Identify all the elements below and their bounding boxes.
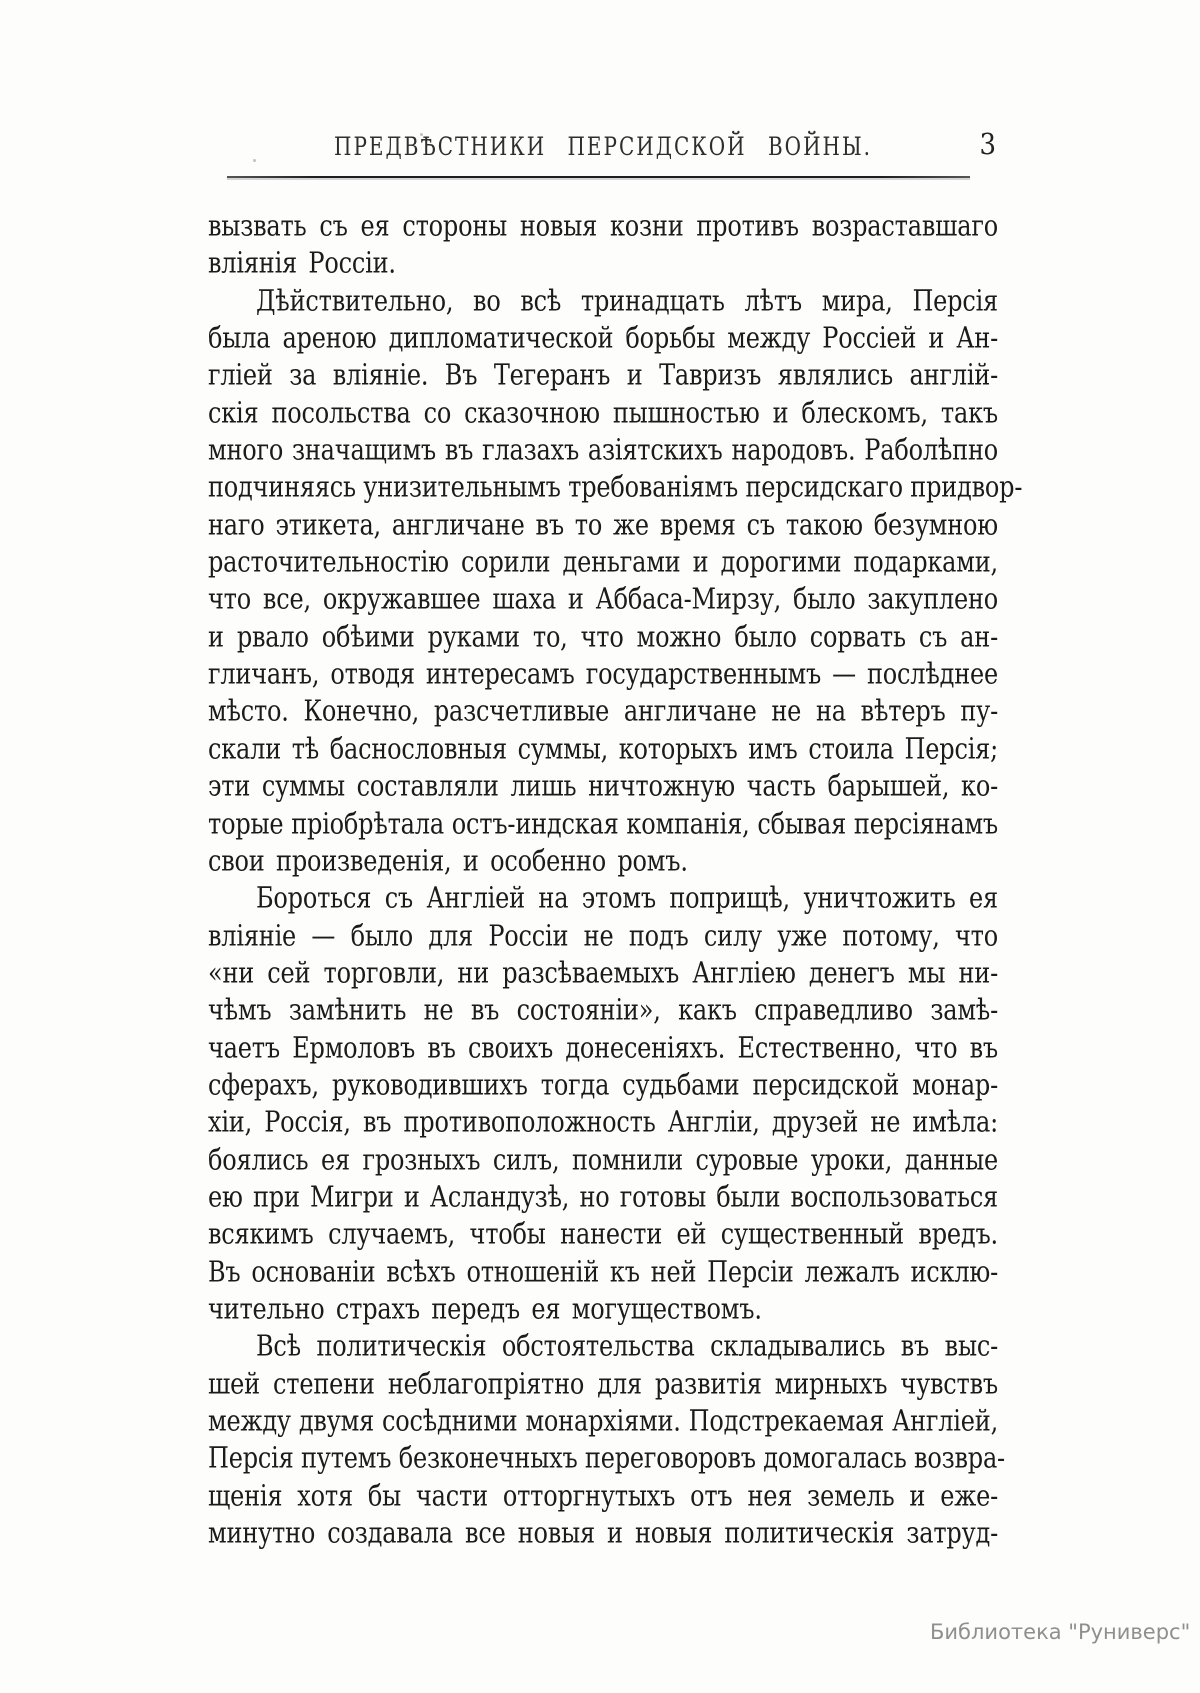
library-watermark: Библиотека "Руниверс" <box>930 1620 1191 1644</box>
text-line: Дѣйствительно, во всѣ тринадцать лѣтъ мира, Персія <box>256 283 998 318</box>
text-line: что все, окружавшее шаха и Аббаса-Мирзу, было закуплено <box>208 582 998 617</box>
text-line: Персія путемъ безконечныхъ переговоровъ домогалась возвра- <box>208 1441 1005 1476</box>
text-line: сферахъ, руководившихъ тогда судьбами персидской монар- <box>208 1067 998 1102</box>
text-line: «ни сей торговли, ни разсѣваемыхъ Англіею денегъ мы ни- <box>208 955 998 990</box>
text-line: мѣсто. Конечно, разсчетливые англичане не на вѣтеръ пу- <box>208 694 998 729</box>
text-line: чѣмъ замѣнить не въ состояніи», какъ справедливо замѣ- <box>208 992 998 1028</box>
body-text <box>208 208 1023 1552</box>
header-rule <box>227 176 970 178</box>
text-line: скія посольства со сказочною пышностью и блескомъ, такъ <box>208 395 998 430</box>
running-title: ПРЕДВѢСТНИКИ ПЕРСИДСКОЙ ВОЙНЫ. <box>334 131 872 161</box>
text-line: свои произведенія, и особенно ромъ. <box>208 843 688 878</box>
text-line: расточительностію сорили деньгами и дорогими подарками, <box>208 544 998 580</box>
text-line: Бороться съ Англіей на этомъ поприщѣ, уничтожить ея <box>256 880 998 916</box>
text-line: вліянія Россіи. <box>208 246 396 281</box>
text-line: много значащимъ въ глазахъ азіятскихъ народовъ. Раболѣпно <box>208 432 998 467</box>
page-number: 3 <box>979 128 996 162</box>
text-line: боялись ея грозныхъ силъ, помнили суровые уроки, данные <box>208 1142 998 1177</box>
text-line: минутно создавала все новыя и новыя политическія затруд- <box>208 1515 998 1550</box>
text-line: Всѣ политическія обстоятельства складывались въ выс- <box>256 1329 998 1364</box>
text-line: хіи, Россія, въ противоположность Англіи, друзей не имѣла: <box>208 1105 998 1140</box>
text-line: Въ основаніи всѣхъ отношеній къ ней Персіи лежалъ исклю- <box>208 1254 998 1289</box>
text-line: вліяніе — было для Россіи не подъ силу уже потому, что <box>208 918 998 953</box>
text-line: гличанъ, отводя интересамъ государственнымъ — послѣднее <box>208 656 998 692</box>
text-line: между двумя сосѣдними монархіями. Подстрекаемая Англіей, <box>208 1403 998 1438</box>
text-line: подчиняясь унизительнымъ требованіямъ персидскаго придвор- <box>208 470 1023 505</box>
text-line: торые пріобрѣтала остъ-индская компанія, сбывая персіянамъ <box>208 806 998 841</box>
text-line: гліей за вліяніе. Въ Тегеранъ и Тавризъ являлись англій- <box>208 358 998 393</box>
text-line: щенія хотя бы части отторгнутыхъ отъ нея земель и еже- <box>208 1478 998 1513</box>
text-line: скали тѣ баснословныя суммы, которыхъ имъ стоила Персія; <box>208 731 998 766</box>
text-line: ею при Мигри и Асландузѣ, но готовы были воспользоваться <box>208 1179 998 1214</box>
scan-speck <box>253 159 256 162</box>
text-line: шей степени неблагопріятно для развитія мирныхъ чувствъ <box>208 1366 998 1401</box>
text-line: чительно страхъ передъ ея могуществомъ. <box>208 1291 762 1326</box>
text-line: эти суммы составляли лишь ничтожную часть барышей, ко- <box>208 768 998 804</box>
text-line: вызвать съ ея стороны новыя козни противъ возраставшаго <box>208 208 998 243</box>
text-line: наго этикета, англичане въ то же время съ такою безумною <box>208 507 998 542</box>
running-header <box>208 131 998 161</box>
text-line: всякимъ случаемъ, чтобы нанести ей существенный вредъ. <box>208 1217 998 1252</box>
text-line: чаетъ Ермоловъ въ своихъ донесеніяхъ. Естественно, что въ <box>208 1030 998 1065</box>
text-line: и рвало обѣими руками то, что можно было сорвать съ ан- <box>208 619 998 654</box>
scan-speck <box>420 133 423 136</box>
text-line: была ареною дипломатической борьбы между Россіей и Ан- <box>208 320 998 355</box>
